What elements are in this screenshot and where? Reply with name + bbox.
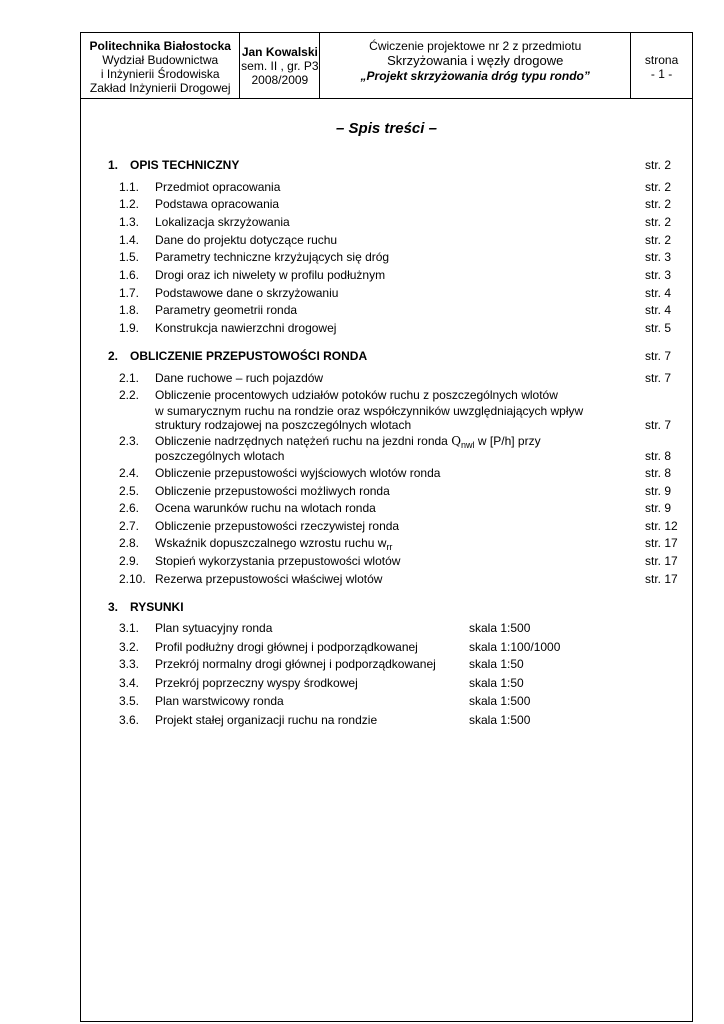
header-author (240, 33, 320, 98)
item-title: Stopień wykorzystania przepustowości wlotów (155, 554, 401, 568)
item-number: 2.6. (119, 501, 140, 515)
scale-ref: skala 1:500 (469, 694, 531, 708)
item-number: 1.5. (119, 250, 140, 264)
item-title-pre: Obliczenie nadrzędnych natężeń ruchu na jezdni ronda (155, 434, 452, 448)
scale-ref: skala 1:50 (469, 676, 524, 690)
academic-year: 2008/2009 (251, 73, 309, 87)
item-title: Lokalizacja skrzyżowania (155, 215, 290, 229)
section-number: 2. (108, 349, 119, 363)
page-ref: str. 2 (645, 233, 672, 247)
section-number: 3. (108, 600, 119, 614)
item-title: Dane do projektu dotyczące ruchu (155, 233, 338, 247)
item-number: 2.2. (119, 388, 140, 402)
page-ref: str. 7 (645, 371, 672, 385)
author-name: Jan Kowalski (241, 45, 318, 59)
page-ref: str. 4 (645, 286, 672, 300)
header-project (320, 33, 631, 98)
item-title: Ocena warunków ruchu na wlotach ronda (155, 501, 376, 515)
toc-title: – Spis treści – (336, 120, 437, 137)
item-number: 3.4. (119, 676, 140, 690)
item-title: Konstrukcja nawierzchni drogowej (155, 321, 337, 335)
university-name: Politechnika Białostocka (89, 39, 231, 53)
section-title: RYSUNKI (130, 600, 184, 614)
q-symbol: Q (451, 434, 462, 448)
page-number: - 1 - (650, 67, 673, 81)
page-ref: str. 2 (645, 197, 672, 211)
item-number: 2.5. (119, 484, 140, 498)
item-number: 2.10. (119, 572, 146, 586)
item-number: 3.2. (119, 640, 140, 654)
item-number: 2.9. (119, 554, 140, 568)
item-title-text: Wskaźnik dopuszczalnego wzrostu ruchu w (155, 536, 387, 550)
item-title: Obliczenie przepustowości możliwych ronda (155, 484, 390, 498)
page-ref: str. 3 (645, 268, 672, 282)
page-label: strona (644, 53, 679, 67)
page-ref: str. 8 (645, 466, 672, 480)
item-number: 3.5. (119, 694, 140, 708)
document-header (80, 32, 693, 99)
page-ref: str. 8 (645, 449, 672, 463)
item-number: 2.4. (119, 466, 140, 480)
scale-ref: skala 1:100/1000 (469, 640, 561, 654)
item-number: 3.1. (119, 621, 140, 635)
page-ref: str. 7 (645, 349, 672, 363)
subject-name: Skrzyżowania i węzły drogowe (387, 53, 564, 68)
page-ref: str. 17 (645, 572, 678, 586)
semester-group: sem. II , gr. P3 (241, 59, 319, 73)
page-ref: str. 4 (645, 303, 672, 317)
item-title: Parametry geometrii ronda (155, 303, 298, 317)
page-ref: str. 17 (645, 536, 678, 550)
item-title: Podstawowe dane o skrzyżowaniu (155, 286, 339, 300)
item-title: Plan sytuacyjny ronda (155, 621, 273, 635)
item-title: Profil podłużny drogi głównej i podporządkowanej (155, 640, 418, 654)
q-subscript: nwl (461, 440, 475, 450)
page-ref: str. 12 (645, 519, 678, 533)
w-subscript: rr (386, 542, 393, 552)
item-title: Projekt stałej organizacji ruchu na rondzie (155, 713, 378, 727)
page-ref: str. 9 (645, 484, 672, 498)
item-number: 1.1. (119, 180, 140, 194)
item-number: 1.4. (119, 233, 140, 247)
item-number: 2.1. (119, 371, 140, 385)
item-title-line-1: Obliczenie procentowych udziałów potoków ruchu z poszczególnych wlotów (155, 388, 558, 402)
item-title: Podstawa opracowania (155, 197, 280, 211)
item-title: Obliczenie przepustowości wyjściowych wlotów ronda (155, 466, 441, 480)
item-number: 1.6. (119, 268, 140, 282)
section-title: OBLICZENIE PRZEPUSTOWOŚCI RONDA (130, 349, 368, 363)
item-title: Dane ruchowe – ruch pojazdów (155, 371, 324, 385)
page-ref: str. 17 (645, 554, 678, 568)
item-title: Plan warstwicowy ronda (155, 694, 284, 708)
item-title-post: w [P/h] przy (474, 434, 541, 448)
item-title: Parametry techniczne krzyżujących się dróg (155, 250, 390, 264)
item-title: Przedmiot opracowania (155, 180, 281, 194)
page-ref: str. 3 (645, 250, 672, 264)
item-number: 2.8. (119, 536, 140, 550)
header-institution (81, 33, 240, 98)
section-title: OPIS TECHNICZNY (130, 158, 240, 172)
item-title: Przekrój poprzeczny wyspy środkowej (155, 676, 358, 690)
exercise-label: Ćwiczenie projektowe nr 2 z przedmiotu (369, 39, 582, 53)
item-title (155, 535, 392, 555)
page-ref: str. 7 (645, 418, 672, 432)
item-number: 1.3. (119, 215, 140, 229)
item-title: Drogi oraz ich niwelety w profilu podłużnym (155, 268, 386, 282)
scale-ref: skala 1:50 (469, 657, 524, 671)
item-title-line-2: w sumarycznym ruchu na rondzie oraz współczynników uwzględniających wpływ (155, 404, 584, 418)
item-number: 3.3. (119, 657, 140, 671)
item-title-line-2: poszczególnych wlotach (155, 449, 285, 463)
item-number: 1.2. (119, 197, 140, 211)
item-title-line-3: struktury rodzajowej na poszczególnych wlotach (155, 418, 412, 432)
section-number: 1. (108, 158, 119, 172)
item-title: Przekrój normalny drogi głównej i podporządkowanej (155, 657, 436, 671)
item-number: 1.9. (119, 321, 140, 335)
department-name: Zakład Inżynierii Drogowej (89, 81, 231, 95)
page-ref: str. 2 (645, 158, 672, 172)
item-number: 1.7. (119, 286, 140, 300)
item-number: 2.7. (119, 519, 140, 533)
page-ref: str. 9 (645, 501, 672, 515)
faculty-name-2: i Inżynierii Środowiska (100, 67, 220, 81)
header-page (631, 33, 692, 98)
page-ref: str. 2 (645, 215, 672, 229)
project-title: „Projekt skrzyżowania dróg typu rondo” (360, 69, 590, 83)
item-number: 2.3. (119, 434, 140, 448)
scale-ref: skala 1:500 (469, 621, 531, 635)
page-ref: str. 2 (645, 180, 672, 194)
item-number: 3.6. (119, 713, 140, 727)
faculty-name: Wydział Budownictwa (102, 53, 219, 67)
item-title: Obliczenie przepustowości rzeczywistej ronda (155, 519, 400, 533)
page-ref: str. 5 (645, 321, 672, 335)
item-number: 1.8. (119, 303, 140, 317)
item-title: Rezerwa przepustowości właściwej wlotów (155, 572, 383, 586)
scale-ref: skala 1:500 (469, 713, 531, 727)
